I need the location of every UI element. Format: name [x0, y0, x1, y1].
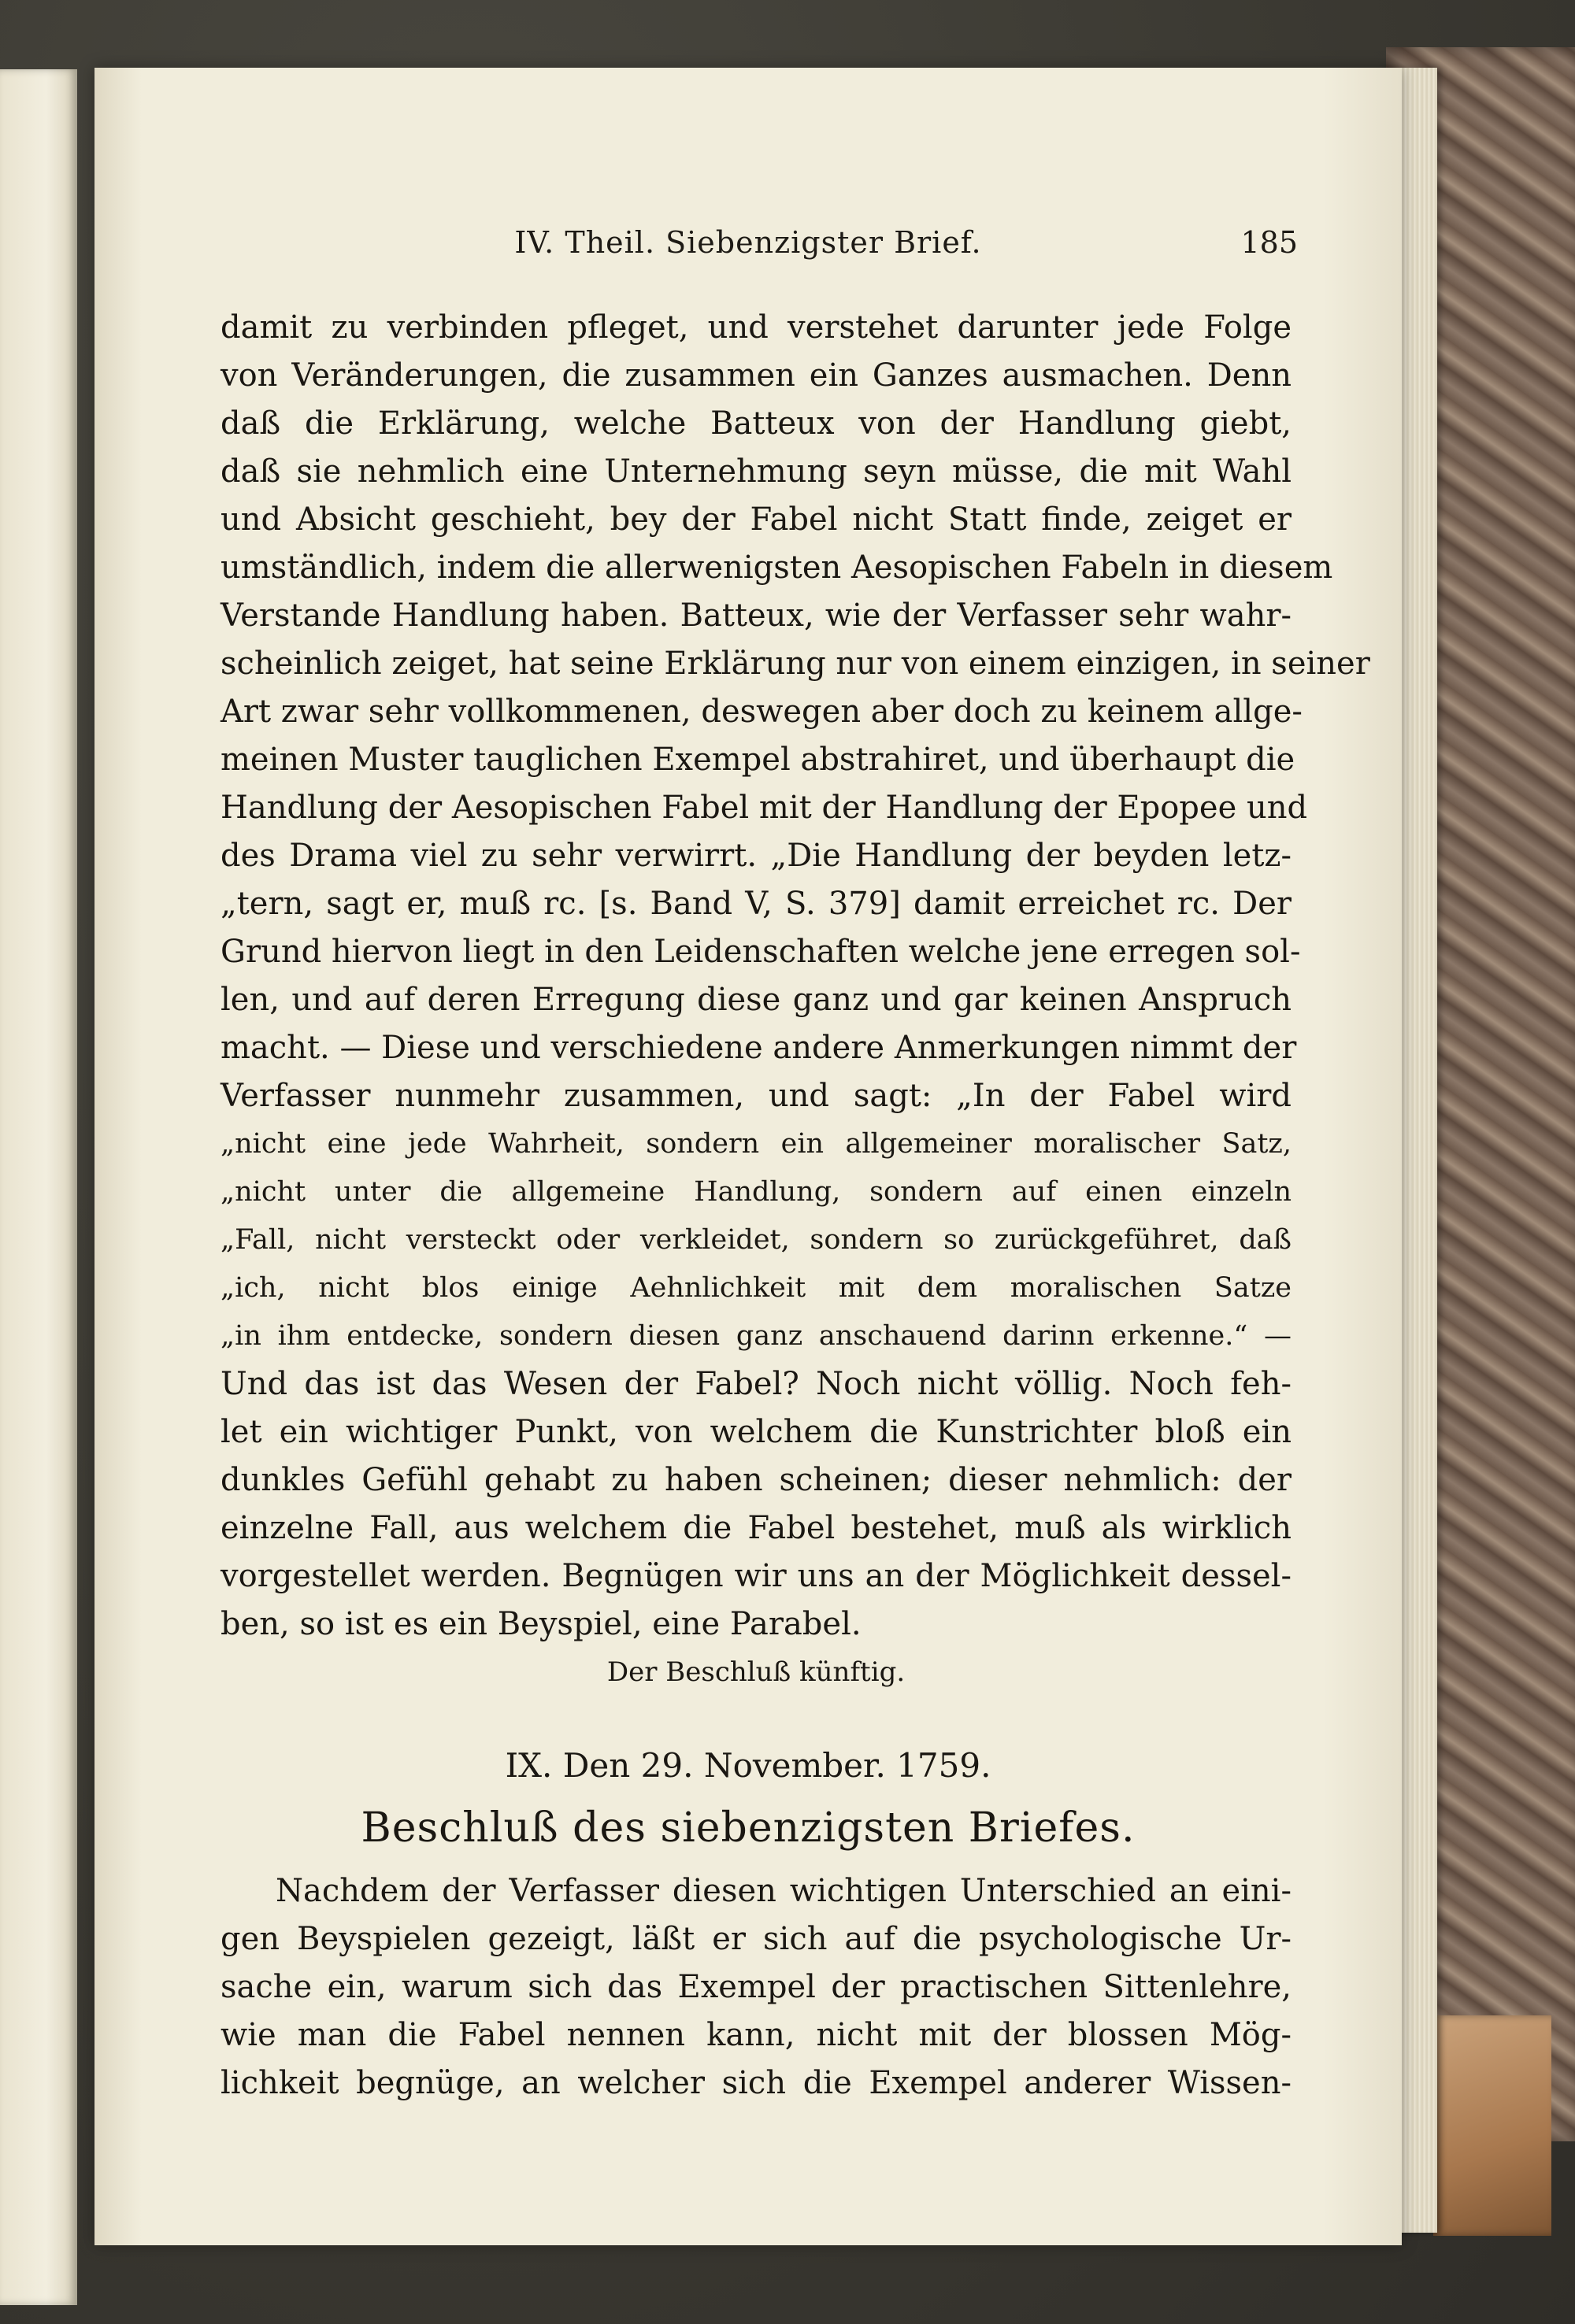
- quoted-text-line: „nicht eine jede Wahrheit, sondern ein allgemeiner moralischer Satz,: [220, 1128, 1292, 1160]
- text-line: Handlung der Aesopischen Fabel mit der Handlung der Epopee und: [220, 790, 1308, 826]
- previous-page-edge: [0, 69, 77, 2305]
- text-line: vorgestellet werden. Begnügen wir uns an der Möglichkeit dessel-: [220, 1558, 1292, 1594]
- text-line: dunkles Gefühl gehabt zu haben scheinen; dieser nehmlich: der: [220, 1462, 1292, 1498]
- text-line: wie man die Fabel nennen kann, nicht mit der blossen Mög-: [220, 2017, 1292, 2053]
- running-head: [94, 225, 1402, 272]
- running-head-title: IV. Theil. Siebenzigster Brief.: [514, 225, 982, 260]
- book-page: [94, 68, 1402, 2245]
- leather-corner: [1433, 2015, 1551, 2236]
- text-line: daß die Erklärung, welche Batteux von der Handlung giebt,: [220, 405, 1292, 442]
- text-line: daß sie nehmlich eine Unternehmung seyn müsse, die mit Wahl: [220, 453, 1292, 490]
- text-line: gen Beyspielen gezeigt, läßt er sich auf die psychologische Ur-: [220, 1921, 1292, 1957]
- quoted-text-line: „nicht unter die allgemeine Handlung, sondern auf einen einzeln: [220, 1176, 1292, 1208]
- text-line: Grund hiervon liegt in den Leidenschaften welche jene erregen sol-: [220, 934, 1301, 970]
- quoted-text-line: „in ihm entdecke, sondern diesen ganz anschauend darinn erkenne.“ —: [220, 1320, 1292, 1352]
- text-line: sache ein, warum sich das Exempel der practischen Sittenlehre,: [220, 1969, 1292, 2005]
- text-line: Art zwar sehr vollkommenen, deswegen aber doch zu keinem allge-: [220, 694, 1303, 730]
- text-line: meinen Muster tauglichen Exempel abstrahiret, und überhaupt die: [220, 742, 1295, 778]
- text-line: ben, so ist es ein Beyspiel, eine Parabel.: [220, 1606, 862, 1642]
- text-line: Verstande Handlung haben. Batteux, wie der Verfasser sehr wahr-: [220, 598, 1292, 634]
- section-title: Beschluß des siebenzigsten Briefes.: [361, 1804, 1136, 1852]
- text-line: lichkeit begnüge, an welcher sich die Exempel anderer Wissen-: [220, 2065, 1292, 2101]
- text-block-main: [220, 304, 1370, 1697]
- quoted-text-line: „ich, nicht blos einige Aehnlichkeit mit dem moralischen Satze: [220, 1272, 1292, 1304]
- text-line: Nachdem der Verfasser diesen wichtigen Unterschied an eini-: [276, 1873, 1292, 1909]
- text-line: des Drama viel zu sehr verwirrt. „Die Handlung der beyden letz-: [220, 838, 1292, 874]
- text-line: umständlich, indem die allerwenigsten Aesopischen Fabeln in diesem: [220, 550, 1333, 586]
- text-line: einzelne Fall, aus welchem die Fabel bestehet, muß als wirklich: [220, 1510, 1292, 1546]
- text-block-section: [220, 1867, 1292, 2108]
- text-line: scheinlich zeiget, hat seine Erklärung nur von einem einzigen, in seiner: [220, 646, 1370, 682]
- text-line: let ein wichtiger Punkt, von welchem die Kunstrichter bloß ein: [220, 1414, 1292, 1450]
- text-line: len, und auf deren Erregung diese ganz und gar keinen Anspruch: [220, 982, 1292, 1018]
- page-number: 185: [1240, 225, 1298, 260]
- text-line: „tern, sagt er, muß rc. [s. Band V, S. 379] damit erreichet rc. Der: [220, 886, 1292, 922]
- text-line: macht. — Diese und verschiedene andere Anmerkungen nimmt der: [220, 1030, 1297, 1066]
- text-line: damit zu verbinden pfleget, und verstehet darunter jede Folge: [220, 309, 1292, 346]
- closing-note: Der Beschluß künftig.: [606, 1656, 906, 1688]
- text-line: Verfasser nunmehr zusammen, und sagt: „In der Fabel wird: [220, 1078, 1292, 1114]
- text-line: und Absicht geschieht, bey der Fabel nicht Statt finde, zeiget er: [220, 501, 1292, 538]
- section-date-heading: IX. Den 29. November. 1759.: [505, 1746, 991, 1785]
- text-line: von Veränderungen, die zusammen ein Ganzes ausmachen. Denn: [220, 357, 1292, 394]
- text-line: Und das ist das Wesen der Fabel? Noch nicht völlig. Noch feh-: [220, 1366, 1292, 1402]
- quoted-text-line: „Fall, nicht versteckt oder verkleidet, sondern so zurückgeführet, daß: [220, 1224, 1292, 1256]
